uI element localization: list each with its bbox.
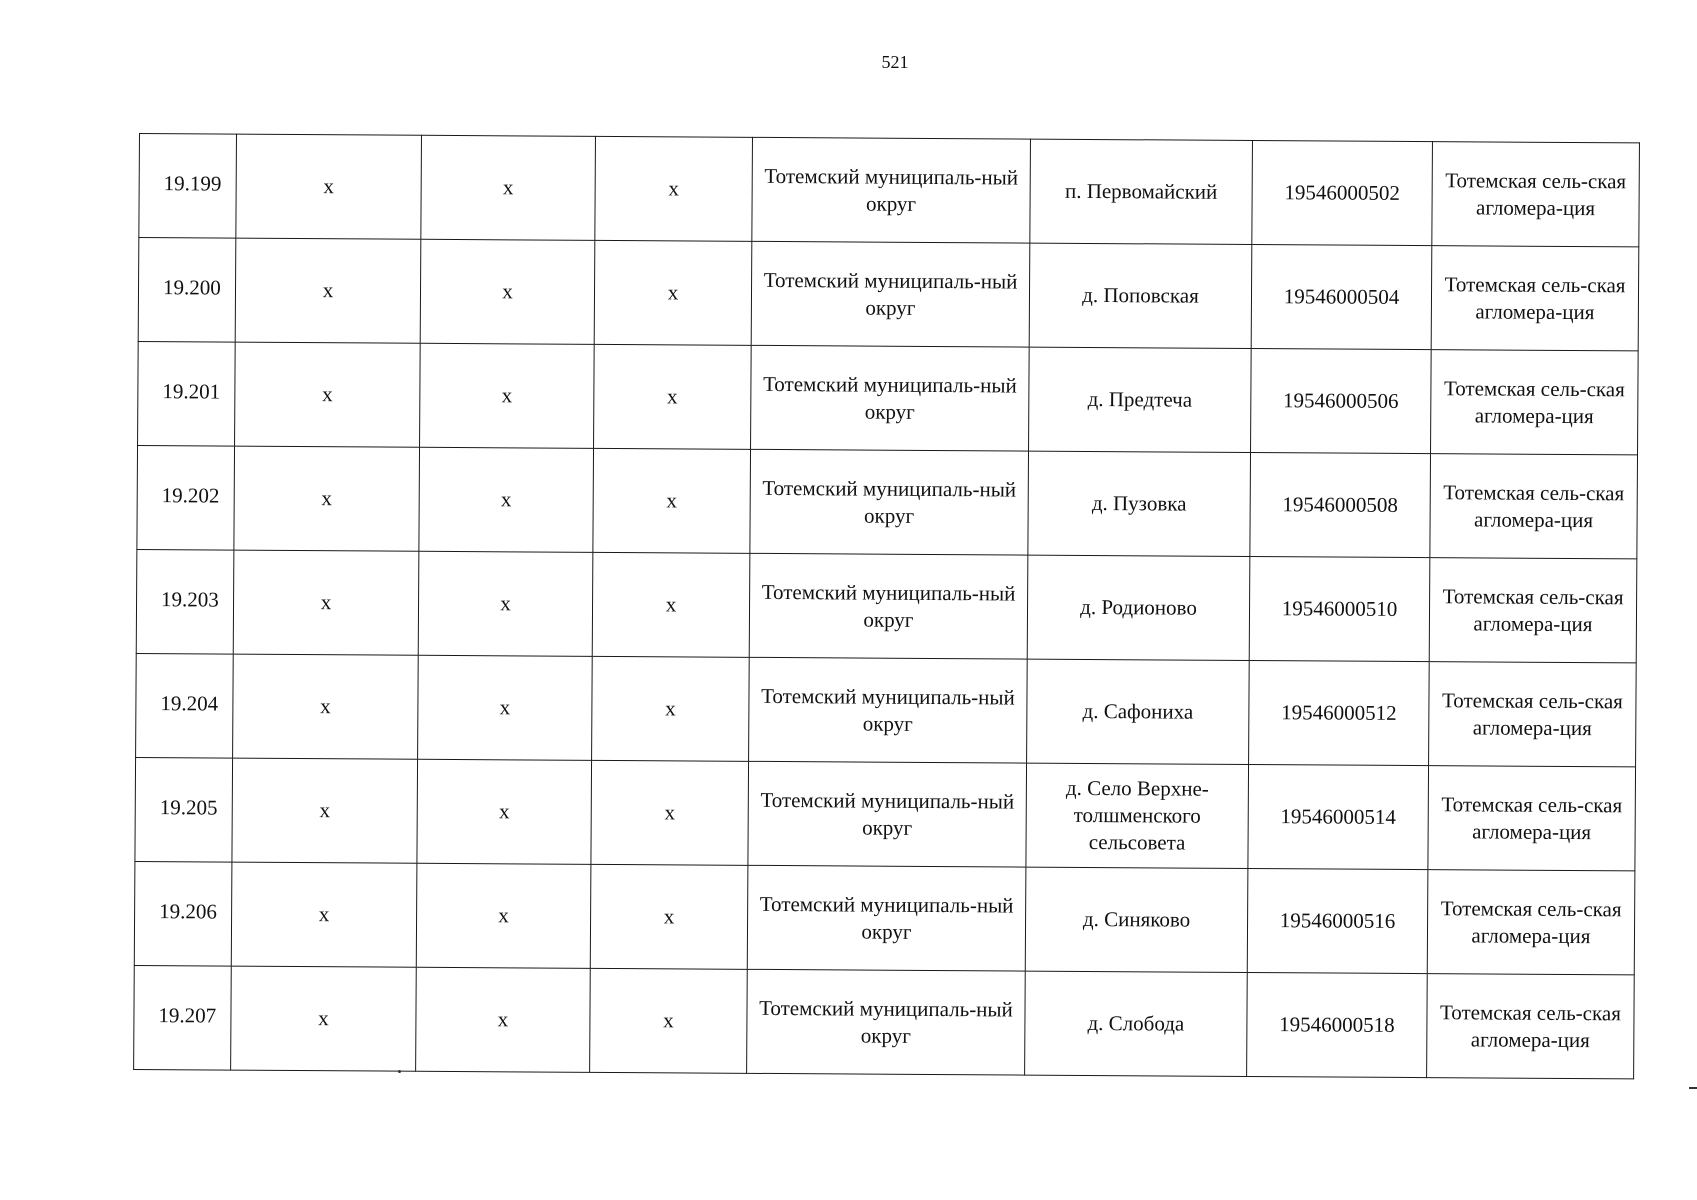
municipal-district: Тотемский муниципаль-ный округ [751, 345, 1030, 451]
cell-x: x [421, 135, 596, 240]
table-row [136, 549, 1637, 662]
oktmo-code: 19546000514 [1248, 764, 1429, 869]
cell-x: x [590, 968, 748, 1073]
settlement-name: д. Село Верхне-толшменского сельсовета [1026, 763, 1249, 868]
cell-x: x [235, 238, 421, 343]
row-number: 19.203 [136, 549, 234, 654]
cell-x: x [236, 134, 422, 239]
municipal-district: Тотемский муниципаль-ный округ [747, 865, 1026, 971]
oktmo-code: 19546000508 [1250, 452, 1431, 557]
oktmo-code: 19546000516 [1247, 868, 1428, 973]
cell-x: x [595, 136, 753, 241]
agglomeration: Тотемская сель-ская агломера-ция [1430, 454, 1638, 559]
page-number: 521 [881, 52, 909, 72]
municipal-district: Тотемский муниципаль-ный округ [749, 657, 1028, 763]
table-row [137, 445, 1638, 558]
settlements-table [133, 133, 1640, 1079]
row-number: 19.202 [137, 445, 235, 550]
cell-x: x [232, 758, 418, 863]
cell-x: x [420, 343, 595, 448]
municipal-district: Тотемский муниципаль-ный округ [751, 241, 1030, 347]
table-row [139, 134, 1640, 247]
settlement-name: д. Пузовка [1028, 451, 1251, 556]
cell-x: x [231, 966, 417, 1071]
scan-speck [398, 1070, 401, 1073]
settlement-name: д. Сафониха [1027, 659, 1250, 764]
oktmo-code: 19546000502 [1252, 140, 1433, 245]
cell-x: x [591, 760, 749, 865]
row-number: 19.201 [138, 341, 236, 446]
cell-x: x [234, 446, 420, 551]
table-row [135, 757, 1636, 870]
cell-x: x [592, 656, 750, 761]
municipal-district: Тотемский муниципаль-ный округ [749, 553, 1028, 659]
row-number: 19.204 [136, 653, 234, 758]
municipal-district: Тотемский муниципаль-ный округ [747, 969, 1026, 1075]
agglomeration: Тотемская сель-ская агломера-ция [1428, 766, 1636, 871]
settlement-name: д. Родионово [1027, 555, 1250, 660]
settlement-name: д. Слобода [1025, 971, 1248, 1076]
oktmo-code: 19546000512 [1249, 660, 1430, 765]
cell-x: x [418, 551, 593, 656]
settlement-name: д. Синяково [1025, 867, 1248, 972]
settlements-table-wrapper [133, 133, 1639, 1079]
cell-x: x [233, 550, 419, 655]
settlement-name: д. Предтеча [1029, 347, 1252, 452]
cell-x: x [594, 240, 752, 345]
cell-x: x [590, 864, 748, 969]
cell-x: x [416, 863, 591, 968]
cell-x: x [235, 342, 421, 447]
edge-mark [1689, 1087, 1697, 1089]
table-row [138, 238, 1639, 351]
oktmo-code: 19546000510 [1249, 556, 1430, 661]
cell-x: x [418, 655, 593, 760]
agglomeration: Тотемская сель-ская агломера-ция [1432, 142, 1640, 247]
table-row [136, 653, 1637, 766]
row-number: 19.205 [135, 757, 233, 862]
cell-x: x [594, 344, 752, 449]
cell-x: x [417, 759, 592, 864]
oktmo-code: 19546000504 [1251, 244, 1432, 349]
row-number: 19.207 [134, 965, 232, 1070]
cell-x: x [416, 967, 591, 1072]
table-row [134, 965, 1635, 1078]
municipal-district: Тотемский муниципаль-ный округ [750, 449, 1029, 555]
agglomeration: Тотемская сель-ская агломера-ция [1429, 662, 1637, 767]
cell-x: x [231, 862, 417, 967]
row-number: 19.199 [139, 134, 237, 239]
oktmo-code: 19546000518 [1247, 972, 1428, 1077]
municipal-district: Тотемский муниципаль-ный округ [748, 761, 1027, 867]
agglomeration: Тотемская сель-ская агломера-ция [1429, 558, 1637, 663]
settlement-name: п. Первомайский [1030, 139, 1253, 244]
settlement-name: д. Поповская [1029, 243, 1252, 348]
agglomeration: Тотемская сель-ская агломера-ция [1431, 246, 1639, 351]
row-number: 19.206 [134, 861, 232, 966]
cell-x: x [233, 654, 419, 759]
cell-x: x [419, 447, 594, 552]
agglomeration: Тотемская сель-ская агломера-ция [1427, 974, 1635, 1079]
cell-x: x [420, 239, 595, 344]
table-body [134, 134, 1640, 1079]
municipal-district: Тотемский муниципаль-ный округ [752, 137, 1031, 243]
cell-x: x [593, 448, 751, 553]
agglomeration: Тотемская сель-ская агломера-ция [1427, 870, 1635, 975]
cell-x: x [592, 552, 750, 657]
table-row [138, 341, 1639, 454]
row-number: 19.200 [138, 238, 236, 343]
oktmo-code: 19546000506 [1251, 348, 1432, 453]
table-row [134, 861, 1635, 974]
agglomeration: Тотемская сель-ская агломера-ция [1431, 350, 1639, 455]
